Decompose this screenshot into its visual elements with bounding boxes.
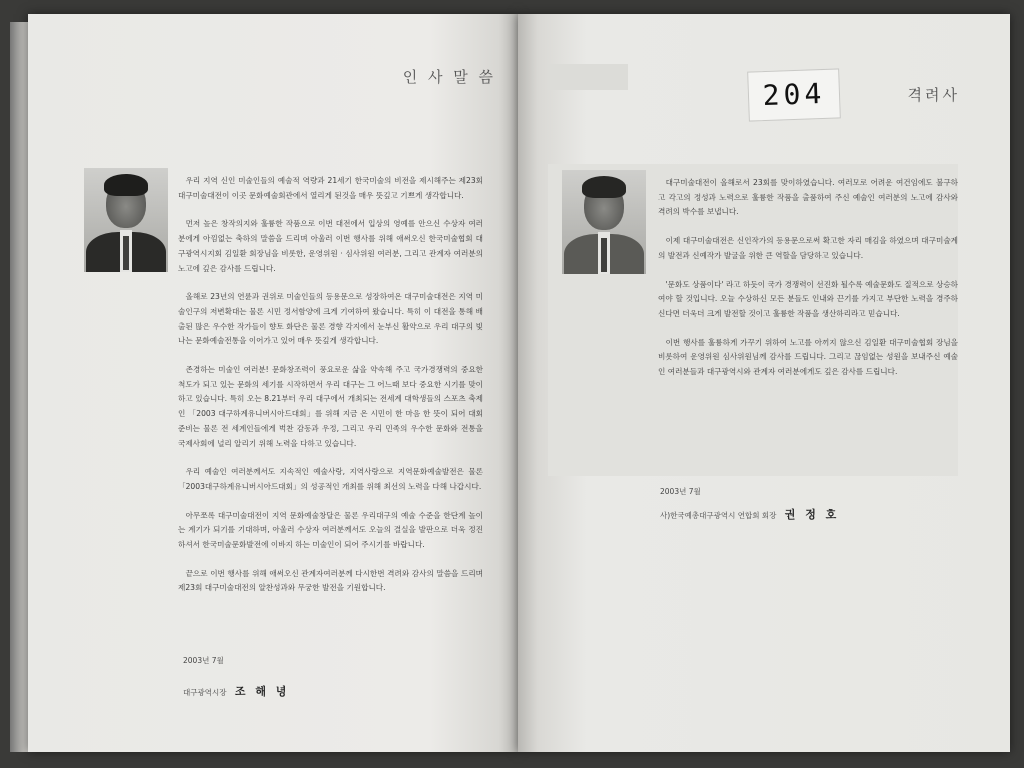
left-paragraph: 존경하는 미술인 여러분! 문화창조력이 풍요로운 삶을 약속해 주고 국가경쟁력의 중요한 척도가 되고 있는 문화의 세기를 시작하면서 우리 대구는 그 어느때 보다 중요한 시기를 맞이하고 있습니다. 특히 오는 8.21부터 우리 대구에서 개최되는 전세계 대학생들의 스포츠 축제인 「2003 대구하계유니버시아드대회」를 위해 지금 온 시민이 한 마음 한 뜻이 되어 대회 준비는 물론 전 세계인들에게 벅찬 감동과 우정, 그리고 우리 민족의 우수한 문화와 전통을 국제사회에 널리 알리기 위해 노력을 다하고 있습니다. <box>178 365 483 448</box>
left-paragraph: 우리 예술인 여러분께서도 지속적인 예술사랑, 지역사랑으로 지역문화예술발전은 물론 「2003대구하계유니버시아드대회」의 성공적인 개최를 위해 최선의 노력을 다해 나갑시다. <box>178 467 483 491</box>
right-paragraph: 이번 행사를 훌륭하게 가꾸기 위하여 노고를 아끼지 않으신 김일환 대구미술협회 장님을 비롯하여 운영위원 심사위원님께 감사를 드립니다. 그리고 끊임없는 성원을 보내주신 예술인 여러분들과 대구광역시와 관계자 여러분에게도 깊은 감사를 드립니다. <box>658 337 958 377</box>
right-section-title: 격려사 <box>907 86 960 104</box>
left-body-text <box>178 174 483 610</box>
left-section-title: 인 사 말 씀 <box>402 68 496 86</box>
portrait-tie <box>123 236 129 270</box>
right-paragraph: 대구미술대전이 올해로서 23회를 맞이하였습니다. 여러모로 어려운 여건임에도 불구하고 각고의 정성과 노력으로 훌륭한 작품을 출품하여 주신 예술인 여러분의 노고에 감사와 격려의 박수를 보냅니다. <box>658 178 958 217</box>
right-page <box>518 14 1010 752</box>
mayor-portrait <box>84 168 168 272</box>
right-date: 2003년 7월 <box>660 487 701 496</box>
page-number-sticker: 204 <box>747 68 841 121</box>
faint-header-mark <box>548 64 628 90</box>
chairman-portrait <box>562 170 646 274</box>
right-paragraph: 이제 대구미술대전은 신인작가의 등용문으로써 확고한 자리 매김을 하였으며 대구미술계의 발전과 신예작가 발굴을 위한 큰 역할을 담당하고 있습니다. <box>658 236 958 260</box>
left-paragraph: 올해로 23년의 연륜과 권위로 미술인들의 등용문으로 성장하여온 대구미술대전은 지역 미술인구의 저변확대는 물론 시민 정서함양에 크게 기여하여 왔습니다. 특히 이 대전을 통해 배출된 많은 우수한 작가들이 향토 화단은 물론 경향 각지에서 눈부신 활약으로 우리 대구의 빛나는 문화예술전통을 이어가고 있어 매우 뜻깊게 생각합니다. <box>178 292 483 346</box>
right-signature <box>660 506 839 522</box>
left-paragraph: 끝으로 이번 행사를 위해 애써오신 관계자여러분께 다시한번 격려와 감사의 말씀을 드리며 제23회 대구미술대전의 알찬성과와 무궁한 발전을 기원합니다. <box>178 568 483 593</box>
left-signature <box>183 683 289 699</box>
portrait-tie <box>601 238 607 272</box>
left-paragraph: 먼저 높은 창작의지와 훌륭한 작품으로 이번 대전에서 입상의 영예를 안으신 수상자 여러분에게 아낌없는 축하의 말씀을 드리며 아울러 이번 행사를 위해 애써오신 한국미술협회 대구광역시지회 김일환 회장님을 비롯한, 운영위원 · 심사위원 여러분, 그리고 관계자 여러분의 노고에 깊은 감사를 드립니다. <box>178 219 483 273</box>
right-signature-name: 권 정 호 <box>784 508 840 521</box>
left-page <box>28 14 518 752</box>
left-signature-name: 조 해 녕 <box>234 685 290 698</box>
left-paragraph: 우리 지역 신인 미술인들의 예술적 역량과 21세기 한국미술의 비전을 제시해주는 제23회 대구미술대전이 이곳 문화예술회관에서 열리게 된것을 매우 뜻깊고 기쁘게 생각합니다. <box>178 176 483 200</box>
right-paragraph: '문화도 상품이다' 라고 하듯이 국가 경쟁력이 선진화 될수록 예술문화도 질적으로 상승하여야 할 것입니다. 오늘 수상하신 모든 분들도 인내와 끈기를 가지고 부단한 노력을 경주하신다면 더욱더 크게 발전할 것이고 훌륭한 작품을 생산하리라고 믿습니다. <box>658 279 958 318</box>
right-body-text <box>658 176 958 394</box>
right-signature-title: 사)한국예총대구광역시 연합회 회장 <box>660 511 777 520</box>
portrait-hair <box>104 174 148 196</box>
left-date: 2003년 7월 <box>183 656 224 665</box>
left-paragraph: 아무쪼록 대구미술대전이 지역 문화예술창달은 물론 우리대구의 예술 수준을 한단계 높이는 계기가 되기를 기대하며, 아울러 수상자 여러분께서도 오늘의 결실을 발판으로 더욱 정진하셔서 한국미술문화발전에 이바지 하는 미술인이 되어 주시기를 바랍니다. <box>178 510 483 550</box>
left-signature-title: 대구광역시장 <box>183 688 227 697</box>
portrait-hair <box>582 176 626 198</box>
